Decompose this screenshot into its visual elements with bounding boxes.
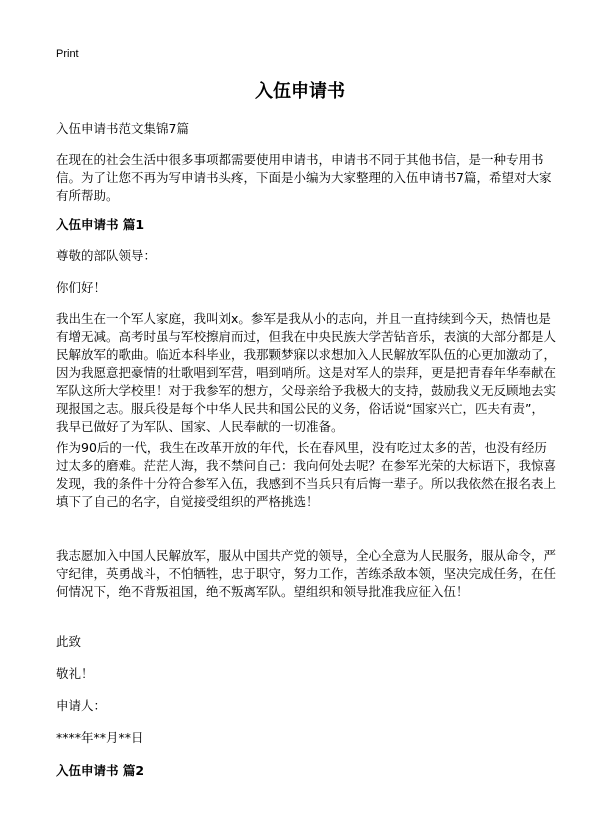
greeting: 你们好！ <box>56 280 107 295</box>
intro-paragraph: 在现在的社会生活中很多事项都需要使用申请书，申请书不同于其他书信，是一种专用书信。为了让您不再为写申请书头疼，下面是小编为大家整理的入伍申请书7篇，希望对大家有所帮助。 <box>56 152 552 203</box>
section-heading-2: 入伍申请书 篇2 <box>56 763 145 778</box>
salutation: 尊敬的部队领导： <box>56 248 157 263</box>
document-subtitle: 入伍申请书范文集锦7篇 <box>56 121 189 136</box>
applicant-label: 申请人： <box>56 698 107 713</box>
closing-line-2: 敬礼！ <box>56 666 94 681</box>
body-paragraph-1: 我出生在一个军人家庭，我叫刘x。参军是我从小的志向，并且一直持续到今天，热情也是有增无减。高考时虽与军校擦肩而过，但我在中央民族大学苦钻音乐，表演的大部分都是人民解放军的歌曲。临近本科毕业，我那颗梦寐以求想加入人民解放军队伍的心更加激动了，因为我愿意把豪情的壮歌唱到军营，唱到哨所。这是对军人的崇拜，更是把青春年华奉献在军队这所大学校里！对于我参军的想方，父母亲给予我极大的支持，鼓励我义无反顾地去实现报国之志。服兵役是每个中华人民共和国公民的义务，俗话说“国家兴亡，匹夫有责”，我早已做好了为军队、国家、人民奉献的一切准备。 <box>56 311 557 434</box>
print-label[interactable]: Print <box>56 48 79 60</box>
date-line: ****年**月**日 <box>56 730 144 745</box>
section-heading-1: 入伍申请书 篇1 <box>56 217 145 232</box>
page-title: 入伍申请书 <box>255 81 345 102</box>
body-paragraph-2: 作为90后的一代，我生在改革开放的年代，长在春风里，没有吃过太多的苦，也没有经历过太多的磨难。茫茫人海，我不禁问自己：我向何处去呢？在参军光荣的大标语下，我惊喜发现，我的条件十分符合参军入伍，我感到不当兵只有后悔一辈子。所以我依然在报名表上填下了自己的名字，自觉接受组织的严格挑选！ <box>56 440 557 509</box>
closing-line-1: 此致 <box>56 634 82 649</box>
body-paragraph-3: 我志愿加入中国人民解放军，服从中国共产党的领导，全心全意为人民服务，服从命令，严守纪律，英勇战斗，不怕牺牲，忠于职守，努力工作，苦练杀敌本领，坚决完成任务，在任何情况下，绝不背叛祖国，绝不叛离军队。望组织和领导批准我应征入伍！ <box>56 548 557 599</box>
